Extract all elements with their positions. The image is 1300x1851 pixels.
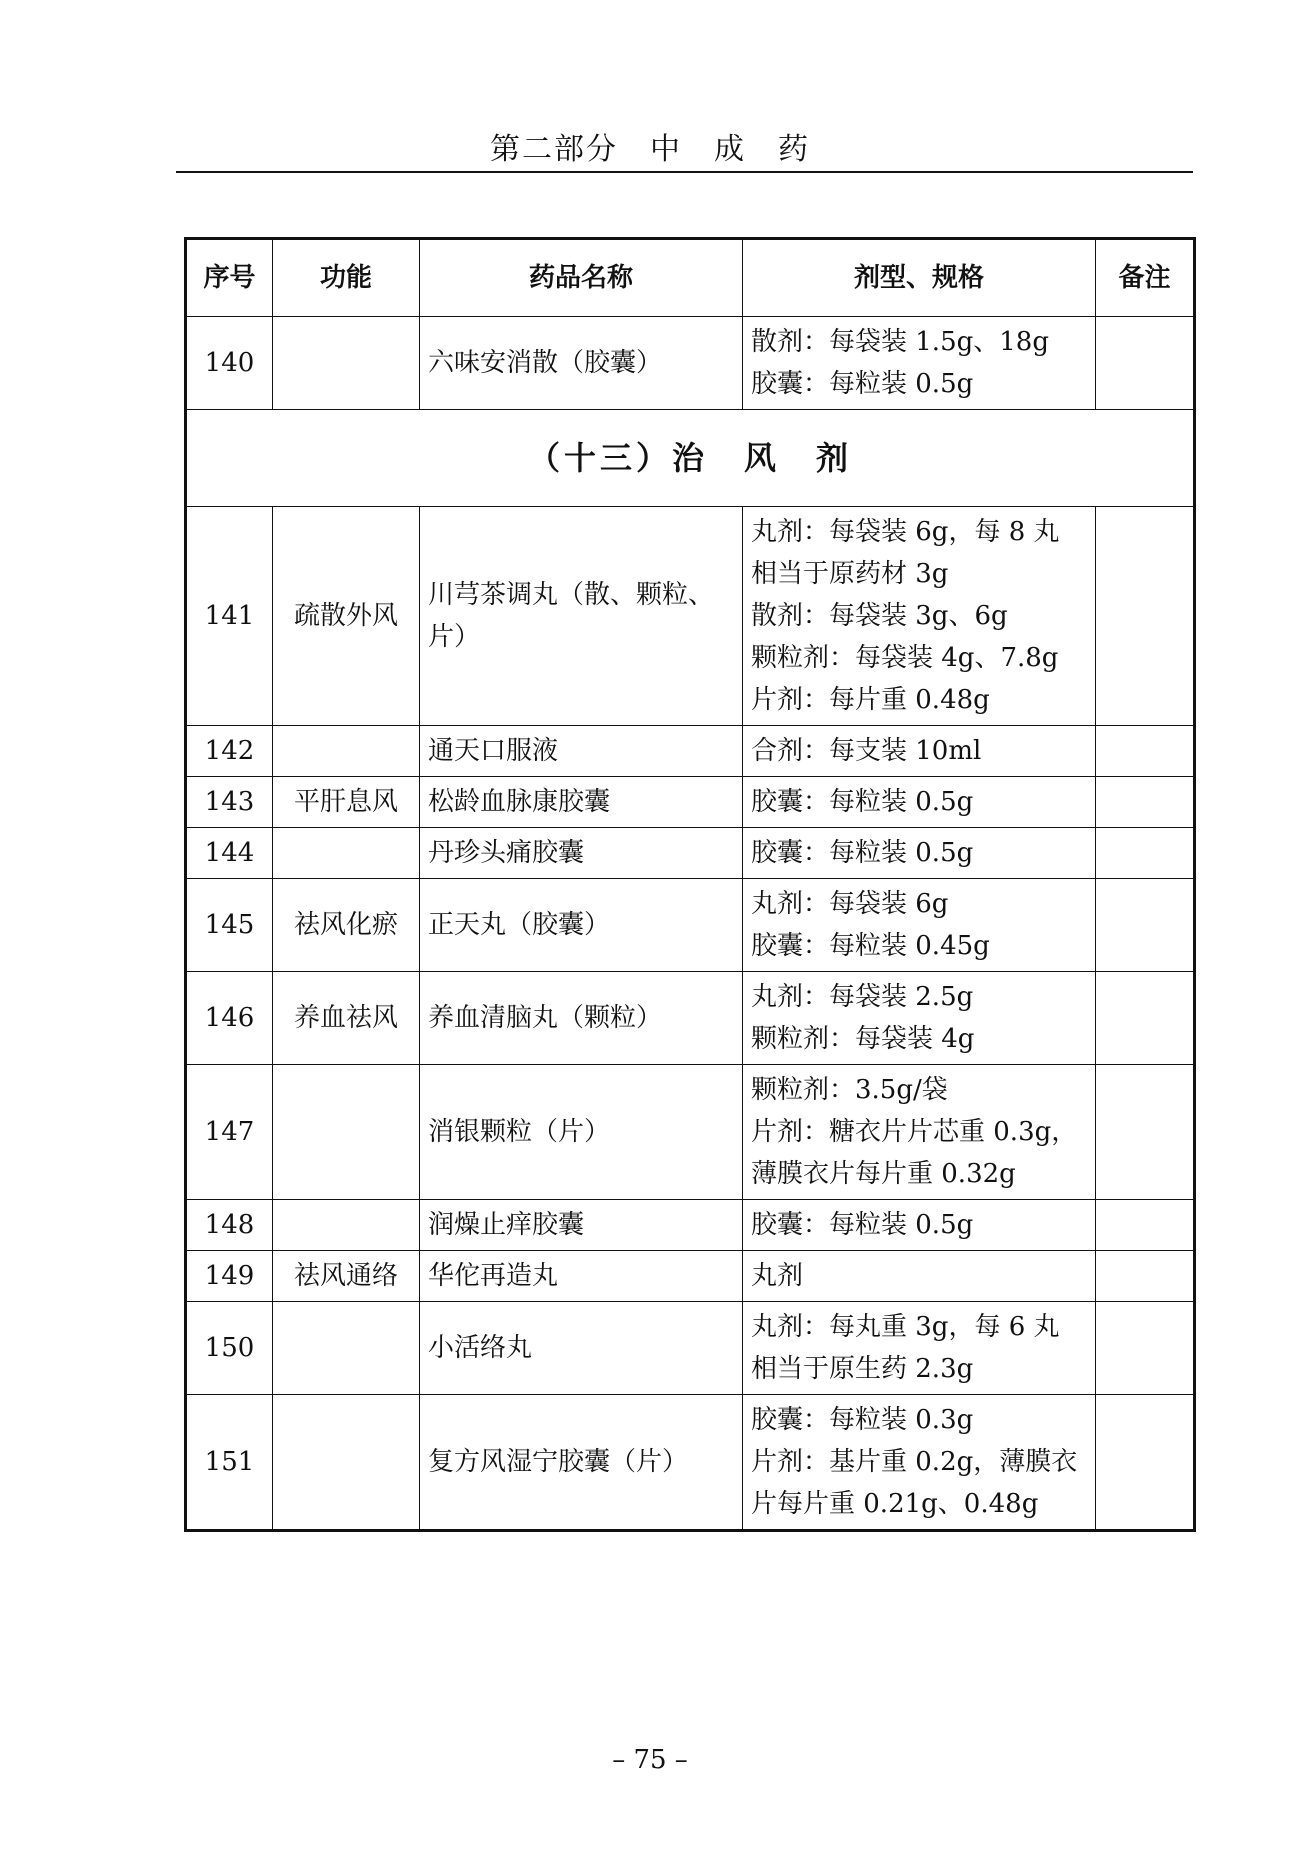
cell-no: 144 xyxy=(186,828,273,879)
cell-function: 养血祛风 xyxy=(273,972,420,1065)
column-header-function: 功能 xyxy=(273,239,420,317)
cell-function xyxy=(273,1200,420,1251)
cell-spec xyxy=(743,777,1096,828)
cell-function: 疏散外风 xyxy=(273,507,420,726)
table-row xyxy=(186,1065,1195,1200)
spec-line: 丸剂：每袋装 2.5g xyxy=(751,982,974,1012)
cell-no: 148 xyxy=(186,1200,273,1251)
spec-line: 片剂：糖衣片片芯重 0.3g， xyxy=(751,1117,1078,1147)
cell-no: 149 xyxy=(186,1251,273,1302)
spec-line: 胶囊：每粒装 0.5g xyxy=(751,838,974,868)
cell-spec xyxy=(743,879,1096,972)
page-header-title: 第二部分 中 成 药 xyxy=(490,132,810,167)
cell-note xyxy=(1096,1065,1195,1200)
cell-name: 松龄血脉康胶囊 xyxy=(420,777,743,828)
cell-function xyxy=(273,828,420,879)
table-row xyxy=(186,777,1195,828)
column-header-spec: 剂型、规格 xyxy=(743,239,1096,317)
table-row xyxy=(186,972,1195,1065)
drug-table xyxy=(184,237,1196,1532)
column-header-no: 序号 xyxy=(186,239,273,317)
cell-function: 祛风通络 xyxy=(273,1251,420,1302)
cell-function xyxy=(273,726,420,777)
spec-line: 颗粒剂：每袋装 4g、7.8g xyxy=(751,643,1059,673)
cell-name: 通天口服液 xyxy=(420,726,743,777)
spec-line: 散剂：每袋装 1.5g、18g xyxy=(751,327,1049,357)
spec-line: 相当于原生药 2.3g xyxy=(751,1354,974,1384)
spec-line: 散剂：每袋装 3g、6g xyxy=(751,601,1008,631)
cell-function: 平肝息风 xyxy=(273,777,420,828)
cell-note xyxy=(1096,726,1195,777)
spec-line: 丸剂：每丸重 3g，每 6 丸 xyxy=(751,1312,1060,1342)
section-row xyxy=(186,410,1195,507)
cell-spec xyxy=(743,1200,1096,1251)
table-row xyxy=(186,1200,1195,1251)
cell-no: 140 xyxy=(186,317,273,410)
table-row xyxy=(186,1251,1195,1302)
table-row xyxy=(186,879,1195,972)
cell-spec xyxy=(743,507,1096,726)
cell-no: 147 xyxy=(186,1065,273,1200)
cell-spec xyxy=(743,1395,1096,1531)
cell-spec xyxy=(743,1251,1096,1302)
spec-line: 薄膜衣片每片重 0.32g xyxy=(751,1159,1016,1189)
cell-name: 润燥止痒胶囊 xyxy=(420,1200,743,1251)
spec-line: 丸剂：每袋装 6g xyxy=(751,889,949,919)
spec-line: 片剂：每片重 0.48g xyxy=(751,685,990,715)
cell-function xyxy=(273,1395,420,1531)
cell-name: 华佗再造丸 xyxy=(420,1251,743,1302)
cell-no: 151 xyxy=(186,1395,273,1531)
cell-note xyxy=(1096,1200,1195,1251)
cell-note xyxy=(1096,507,1195,726)
spec-line: 合剂：每支装 10ml xyxy=(751,736,982,766)
cell-function xyxy=(273,1302,420,1395)
spec-line: 颗粒剂：3.5g/袋 xyxy=(751,1075,948,1105)
cell-no: 141 xyxy=(186,507,273,726)
spec-line: 胶囊：每粒装 0.3g xyxy=(751,1405,974,1435)
spec-line: 胶囊：每粒装 0.5g xyxy=(751,369,974,399)
spec-line: 丸剂 xyxy=(751,1261,804,1291)
table-row xyxy=(186,1302,1195,1395)
cell-note xyxy=(1096,828,1195,879)
cell-spec xyxy=(743,317,1096,410)
cell-no: 143 xyxy=(186,777,273,828)
spec-line: 颗粒剂：每袋装 4g xyxy=(751,1024,975,1054)
table-row xyxy=(186,317,1195,410)
cell-note xyxy=(1096,317,1195,410)
page-number: – 75 – xyxy=(612,1745,688,1775)
cell-note xyxy=(1096,1395,1195,1531)
table-row xyxy=(186,507,1195,726)
cell-spec xyxy=(743,972,1096,1065)
cell-function: 祛风化瘀 xyxy=(273,879,420,972)
cell-note xyxy=(1096,777,1195,828)
column-header-note: 备注 xyxy=(1096,239,1195,317)
section-title: （十三）治 风 剂 xyxy=(186,410,1195,507)
cell-name: 复方风湿宁胶囊（片） xyxy=(420,1395,743,1531)
spec-line: 胶囊：每粒装 0.5g xyxy=(751,1210,974,1240)
spec-line: 丸剂：每袋装 6g，每 8 丸 xyxy=(751,517,1060,547)
spec-line: 片剂：基片重 0.2g，薄膜衣 xyxy=(751,1447,1078,1477)
spec-line: 胶囊：每粒装 0.5g xyxy=(751,787,974,817)
cell-function xyxy=(273,1065,420,1200)
cell-function xyxy=(273,317,420,410)
table-header-row xyxy=(186,239,1195,317)
cell-no: 145 xyxy=(186,879,273,972)
cell-name: 消银颗粒（片） xyxy=(420,1065,743,1200)
cell-note xyxy=(1096,972,1195,1065)
cell-note xyxy=(1096,879,1195,972)
cell-spec xyxy=(743,726,1096,777)
header-rule xyxy=(176,171,1193,173)
spec-line: 胶囊：每粒装 0.45g xyxy=(751,931,990,961)
cell-name: 川芎茶调丸（散、颗粒、片） xyxy=(420,507,743,726)
cell-spec xyxy=(743,1065,1096,1200)
column-header-name: 药品名称 xyxy=(420,239,743,317)
cell-note xyxy=(1096,1302,1195,1395)
cell-no: 142 xyxy=(186,726,273,777)
table-row xyxy=(186,726,1195,777)
cell-spec xyxy=(743,828,1096,879)
cell-no: 150 xyxy=(186,1302,273,1395)
cell-note xyxy=(1096,1251,1195,1302)
cell-no: 146 xyxy=(186,972,273,1065)
cell-name: 养血清脑丸（颗粒） xyxy=(420,972,743,1065)
spec-line: 相当于原药材 3g xyxy=(751,559,949,589)
table-row xyxy=(186,828,1195,879)
spec-line: 片每片重 0.21g、0.48g xyxy=(751,1489,1039,1519)
cell-spec xyxy=(743,1302,1096,1395)
table-row xyxy=(186,1395,1195,1531)
cell-name: 正天丸（胶囊） xyxy=(420,879,743,972)
cell-name: 丹珍头痛胶囊 xyxy=(420,828,743,879)
cell-name: 六味安消散（胶囊） xyxy=(420,317,743,410)
cell-name: 小活络丸 xyxy=(420,1302,743,1395)
